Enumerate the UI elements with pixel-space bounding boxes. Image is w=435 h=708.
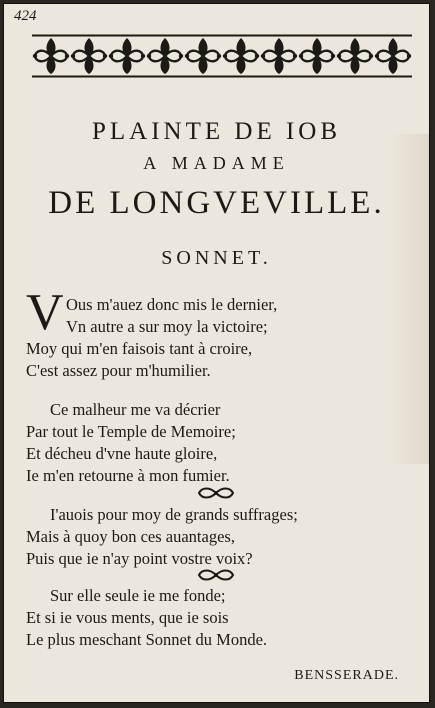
sonnet-heading: SONNET. — [161, 247, 272, 269]
verse-line: Ous m'auez donc mis le dernier, — [66, 295, 278, 314]
page-show-through — [389, 134, 429, 464]
verse-line: C'est assez pour m'humilier. — [26, 361, 211, 380]
drop-cap: V — [26, 284, 64, 341]
title-line-2: A MADAME — [143, 153, 290, 173]
book-page — [3, 3, 430, 703]
verse-line: Le plus meschant Sonnet du Monde. — [26, 630, 268, 649]
author-signature: BENSSERADE. — [294, 668, 399, 683]
verse-line: Puis que ie n'ay point vostre voix? — [26, 549, 253, 568]
fleuron-ornament-band — [32, 34, 412, 78]
verse-line: Ce malheur me va décrier — [50, 400, 221, 419]
verse-line: Et si ie vous ments, que ie sois — [26, 608, 229, 627]
verse-line: Par tout le Temple de Memoire; — [26, 422, 236, 441]
verse-line: Ie m'en retourne à mon fumier. — [26, 466, 230, 485]
title-line-1: PLAINTE DE IOB — [91, 118, 342, 145]
verse-line: Moy qui m'en faisois tant à croire, — [26, 339, 253, 358]
verse-line: Et décheu d'vne haute gloire, — [26, 444, 218, 463]
title-line-3: DE LONGVEVILLE. — [48, 185, 385, 221]
scroll-ornament — [194, 485, 238, 501]
page-number: 424 — [14, 8, 37, 24]
verse-line: Vn autre a sur moy la victoire; — [66, 317, 268, 336]
verse-line: I'auois pour moy de grands suffrages; — [50, 505, 298, 524]
verse-line: Mais à quoy bon ces auantages, — [26, 527, 235, 546]
scroll-ornament — [194, 567, 238, 583]
verse-line: Sur elle seule ie me fonde; — [50, 586, 226, 605]
